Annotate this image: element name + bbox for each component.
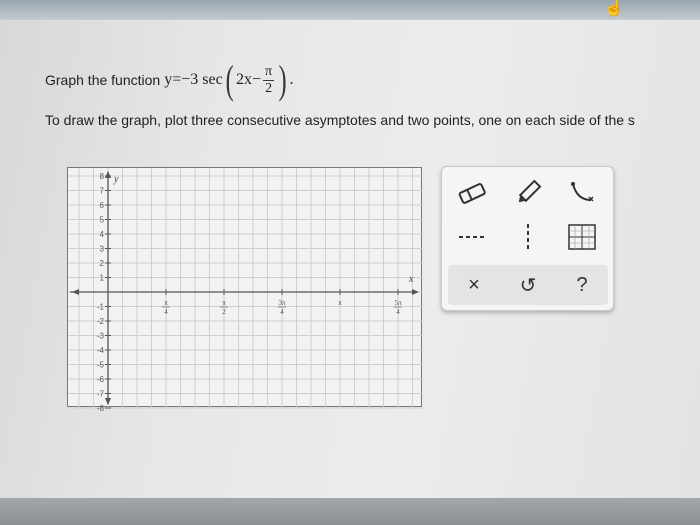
y-tick-label: -7	[96, 389, 104, 399]
x-tick-label-numerator: 5π	[394, 299, 402, 307]
y-axis-label: y	[114, 174, 119, 185]
left-paren: (	[225, 57, 234, 102]
y-tick-label: 4	[99, 230, 104, 239]
x-axis-label: x	[409, 274, 414, 285]
bottom-edge	[0, 498, 700, 525]
y-tick-label: 2	[99, 259, 104, 268]
help-button[interactable]	[560, 265, 604, 305]
grid-point-tool-button[interactable]	[560, 217, 604, 257]
eraser-tool-button[interactable]	[450, 173, 494, 213]
y-tick-label: -6	[96, 375, 104, 384]
fraction	[263, 64, 274, 97]
undo-icon: ↺	[519, 274, 537, 297]
dashed-line-icon	[457, 232, 487, 242]
graph-tools-panel	[441, 166, 614, 311]
x-tick-label-denominator: 2	[222, 308, 226, 316]
y-tick-label: 3	[99, 244, 104, 254]
y-axis-arrow-up	[105, 171, 111, 178]
graph-grid[interactable]	[68, 168, 423, 413]
x-axis-arrow-left	[72, 289, 79, 295]
curve-tool-button[interactable]	[560, 173, 604, 213]
y-tick-label: -5	[96, 360, 104, 370]
undo-button[interactable]	[506, 265, 550, 305]
y-axis-arrow-down	[105, 398, 111, 405]
question-text	[45, 57, 294, 102]
y-tick-label: 6	[99, 201, 104, 210]
clear-button[interactable]	[452, 265, 496, 305]
fraction-numerator: π	[265, 63, 273, 79]
right-paren: )	[278, 57, 287, 102]
vertical-dashed-icon	[523, 222, 533, 252]
x-tick-label-denominator: 4	[280, 308, 284, 316]
pencil-icon	[513, 178, 543, 208]
help-icon: ?	[576, 273, 588, 296]
y-tick-label: -2	[96, 317, 104, 326]
x-tick-label-numerator: 3π	[278, 299, 286, 307]
y-tick-label: 8	[99, 172, 104, 181]
x-tick-label-denominator: 4	[164, 308, 168, 316]
y-tick-label: -8	[96, 404, 104, 413]
y-tick-label: -1	[96, 302, 104, 312]
fraction-denominator: 2	[265, 80, 273, 96]
function-inner: 2x−	[236, 71, 262, 88]
function-left: y=−3 sec	[164, 71, 223, 88]
graph-canvas[interactable]	[67, 167, 422, 413]
function-expression	[164, 57, 294, 102]
x-tick-label-numerator: π	[222, 299, 226, 307]
instruction-text: To draw the graph, plot three consecutive asymptotes and two points, one on each side of the s	[45, 112, 635, 128]
browser-top-bar	[0, 0, 700, 22]
y-tick-label: 1	[99, 273, 104, 283]
x-tick-label-numerator: π	[164, 299, 168, 307]
y-tick-label: 5	[99, 215, 104, 225]
y-tick-label: -3	[96, 331, 104, 341]
y-tick-label: 7	[99, 186, 104, 196]
vertical-asymptote-tool-button[interactable]	[506, 217, 550, 257]
curve-icon	[567, 178, 597, 208]
x-axis-arrow-right	[412, 289, 419, 295]
y-tick-label: -4	[96, 346, 104, 355]
dashed-line-tool-button[interactable]	[450, 217, 494, 257]
function-suffix: .	[289, 71, 294, 88]
x-tick-label-numerator: π	[338, 299, 342, 307]
close-icon: ×	[468, 273, 480, 296]
pencil-tool-button[interactable]	[506, 173, 550, 213]
x-tick-label-denominator: 4	[396, 308, 400, 316]
grid-icon	[567, 223, 597, 251]
question-prefix: Graph the function	[45, 72, 161, 88]
eraser-icon	[457, 182, 487, 204]
hand-cursor-icon: ☝	[604, 0, 624, 17]
